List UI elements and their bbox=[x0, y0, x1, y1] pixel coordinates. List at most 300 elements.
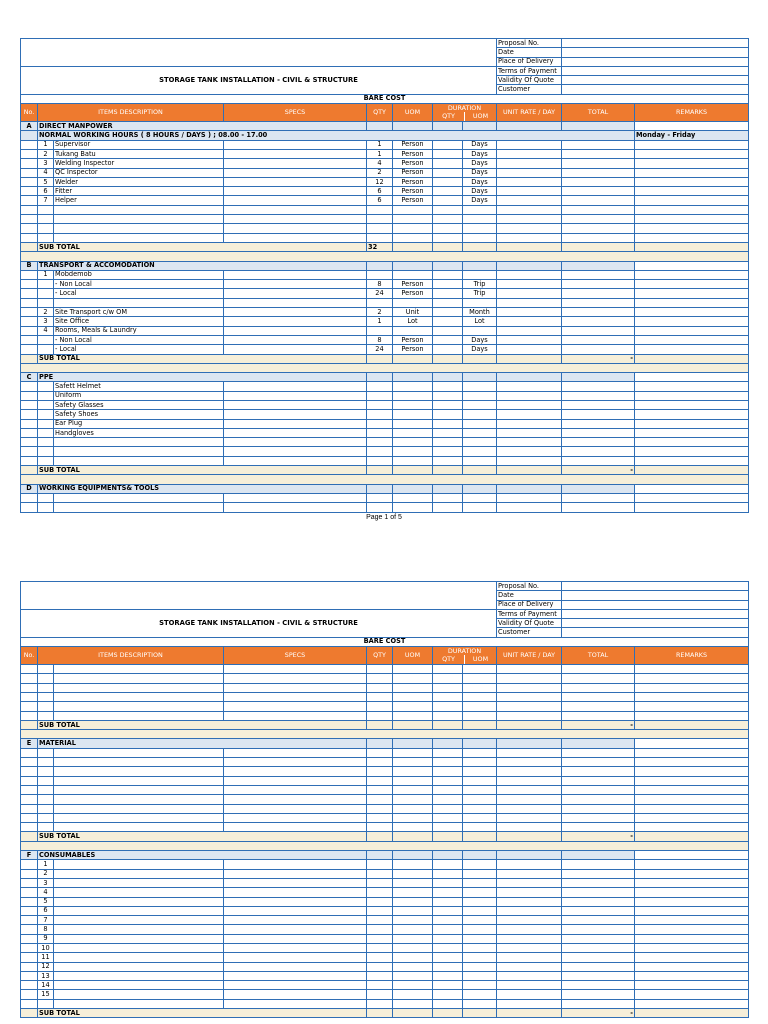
item-dur-uom[interactable] bbox=[463, 270, 497, 279]
remarks-cell[interactable] bbox=[635, 665, 749, 674]
desc-cell[interactable] bbox=[54, 456, 224, 465]
desc-cell[interactable] bbox=[54, 813, 224, 822]
unit-rate-cell[interactable] bbox=[497, 438, 562, 447]
dur-uom-cell[interactable] bbox=[463, 419, 497, 428]
remarks-cell[interactable] bbox=[635, 382, 749, 391]
remarks-cell[interactable] bbox=[635, 308, 749, 317]
qty-cell[interactable] bbox=[367, 860, 393, 869]
desc-cell[interactable] bbox=[54, 943, 224, 952]
dur-uom-cell[interactable] bbox=[463, 999, 497, 1008]
dur-qty-cell[interactable] bbox=[433, 503, 463, 512]
dur-qty-cell[interactable] bbox=[433, 674, 463, 683]
desc-cell[interactable] bbox=[54, 981, 224, 990]
dur-qty-cell[interactable] bbox=[433, 196, 463, 205]
uom-cell[interactable] bbox=[393, 971, 433, 980]
specs-cell[interactable] bbox=[224, 140, 367, 149]
dur-uom-cell[interactable] bbox=[463, 493, 497, 502]
dur-qty-cell[interactable] bbox=[433, 990, 463, 999]
uom-cell[interactable] bbox=[393, 692, 433, 701]
desc-cell[interactable] bbox=[54, 447, 224, 456]
uom-cell[interactable] bbox=[393, 888, 433, 897]
uom-cell[interactable] bbox=[393, 943, 433, 952]
remarks-cell[interactable] bbox=[635, 233, 749, 242]
remarks-cell[interactable] bbox=[635, 335, 749, 344]
specs-cell[interactable] bbox=[224, 813, 367, 822]
desc-cell[interactable] bbox=[54, 990, 224, 999]
unit-rate-cell[interactable] bbox=[497, 159, 562, 168]
remarks-cell[interactable] bbox=[635, 999, 749, 1008]
remarks-cell[interactable] bbox=[635, 888, 749, 897]
unit-rate-cell[interactable] bbox=[497, 795, 562, 804]
uom-cell[interactable] bbox=[393, 665, 433, 674]
remarks-cell[interactable] bbox=[635, 345, 749, 354]
unit-rate-cell[interactable] bbox=[497, 916, 562, 925]
dur-uom-cell[interactable] bbox=[463, 224, 497, 233]
dur-uom-cell[interactable] bbox=[463, 767, 497, 776]
unit-rate-cell[interactable] bbox=[497, 878, 562, 887]
specs-cell[interactable] bbox=[224, 410, 367, 419]
item-uom[interactable]: Person bbox=[393, 187, 433, 196]
qty-cell[interactable] bbox=[367, 711, 393, 720]
dur-qty-cell[interactable] bbox=[433, 981, 463, 990]
uom-cell[interactable] bbox=[393, 711, 433, 720]
item-desc[interactable]: - Local bbox=[54, 345, 224, 354]
info-value-payment[interactable] bbox=[562, 66, 749, 75]
uom-cell[interactable] bbox=[393, 456, 433, 465]
specs-cell[interactable] bbox=[224, 447, 367, 456]
specs-cell[interactable] bbox=[224, 177, 367, 186]
remarks-cell[interactable] bbox=[635, 317, 749, 326]
dur-uom-cell[interactable] bbox=[463, 447, 497, 456]
dur-uom-cell[interactable] bbox=[463, 943, 497, 952]
remarks-cell[interactable] bbox=[635, 187, 749, 196]
unit-rate-cell[interactable] bbox=[497, 345, 562, 354]
specs-cell[interactable] bbox=[224, 776, 367, 785]
dur-qty-cell[interactable] bbox=[433, 168, 463, 177]
specs-cell[interactable] bbox=[224, 159, 367, 168]
desc-cell[interactable] bbox=[54, 999, 224, 1008]
dur-uom-cell[interactable] bbox=[463, 410, 497, 419]
remarks-cell[interactable] bbox=[635, 289, 749, 298]
unit-rate-cell[interactable] bbox=[497, 270, 562, 279]
item-uom[interactable]: Person bbox=[393, 159, 433, 168]
uom-cell[interactable] bbox=[393, 748, 433, 757]
specs-cell[interactable] bbox=[224, 999, 367, 1008]
qty-cell[interactable] bbox=[367, 438, 393, 447]
dur-qty-cell[interactable] bbox=[433, 813, 463, 822]
dur-qty-cell[interactable] bbox=[433, 438, 463, 447]
unit-rate-cell[interactable] bbox=[497, 382, 562, 391]
uom-cell[interactable] bbox=[393, 683, 433, 692]
info-value-validity-2[interactable] bbox=[562, 619, 749, 628]
dur-uom-cell[interactable] bbox=[463, 962, 497, 971]
qty-cell[interactable] bbox=[367, 391, 393, 400]
specs-cell[interactable] bbox=[224, 503, 367, 512]
dur-uom-cell[interactable] bbox=[463, 391, 497, 400]
desc-cell[interactable] bbox=[54, 962, 224, 971]
desc-cell[interactable] bbox=[54, 804, 224, 813]
uom-cell[interactable] bbox=[393, 428, 433, 437]
dur-uom-cell[interactable] bbox=[463, 503, 497, 512]
specs-cell[interactable] bbox=[224, 187, 367, 196]
specs-cell[interactable] bbox=[224, 419, 367, 428]
dur-uom-cell[interactable] bbox=[463, 878, 497, 887]
remarks-cell[interactable] bbox=[635, 878, 749, 887]
dur-uom-cell[interactable] bbox=[463, 897, 497, 906]
specs-cell[interactable] bbox=[224, 438, 367, 447]
uom-cell[interactable] bbox=[393, 990, 433, 999]
qty-cell[interactable] bbox=[367, 785, 393, 794]
unit-rate-cell[interactable] bbox=[497, 953, 562, 962]
remarks-cell[interactable] bbox=[635, 748, 749, 757]
remarks-cell[interactable] bbox=[635, 298, 749, 307]
uom-cell[interactable] bbox=[393, 702, 433, 711]
desc-cell[interactable] bbox=[54, 758, 224, 767]
dur-qty-cell[interactable] bbox=[433, 224, 463, 233]
item-uom[interactable] bbox=[393, 270, 433, 279]
item-desc[interactable]: Welder bbox=[54, 177, 224, 186]
specs-cell[interactable] bbox=[224, 317, 367, 326]
dur-qty-cell[interactable] bbox=[433, 391, 463, 400]
qty-cell[interactable] bbox=[367, 943, 393, 952]
dur-qty-cell[interactable] bbox=[433, 335, 463, 344]
item-qty[interactable]: 1 bbox=[367, 140, 393, 149]
remarks-cell[interactable] bbox=[635, 419, 749, 428]
desc-cell[interactable] bbox=[54, 906, 224, 915]
remarks-cell[interactable] bbox=[635, 971, 749, 980]
uom-cell[interactable] bbox=[393, 767, 433, 776]
dur-uom-cell[interactable] bbox=[463, 438, 497, 447]
remarks-cell[interactable] bbox=[635, 785, 749, 794]
dur-uom-cell[interactable] bbox=[463, 233, 497, 242]
remarks-cell[interactable] bbox=[635, 270, 749, 279]
qty-cell[interactable] bbox=[367, 823, 393, 832]
unit-rate-cell[interactable] bbox=[497, 187, 562, 196]
specs-cell[interactable] bbox=[224, 785, 367, 794]
specs-cell[interactable] bbox=[224, 795, 367, 804]
dur-uom-cell[interactable] bbox=[463, 934, 497, 943]
dur-qty-cell[interactable] bbox=[433, 447, 463, 456]
item-qty[interactable] bbox=[367, 298, 393, 307]
specs-cell[interactable] bbox=[224, 860, 367, 869]
info-value-validity[interactable] bbox=[562, 76, 749, 85]
item-desc[interactable]: Tukang Batu bbox=[54, 149, 224, 158]
specs-cell[interactable] bbox=[224, 149, 367, 158]
unit-rate-cell[interactable] bbox=[497, 308, 562, 317]
unit-rate-cell[interactable] bbox=[497, 999, 562, 1008]
qty-cell[interactable] bbox=[367, 456, 393, 465]
dur-qty-cell[interactable] bbox=[433, 400, 463, 409]
specs-cell[interactable] bbox=[224, 916, 367, 925]
uom-cell[interactable] bbox=[393, 438, 433, 447]
unit-rate-cell[interactable] bbox=[497, 869, 562, 878]
item-uom[interactable]: Person bbox=[393, 140, 433, 149]
unit-rate-cell[interactable] bbox=[497, 934, 562, 943]
qty-cell[interactable] bbox=[367, 205, 393, 214]
dur-qty-cell[interactable] bbox=[433, 456, 463, 465]
dur-qty-cell[interactable] bbox=[433, 233, 463, 242]
desc-cell[interactable] bbox=[54, 711, 224, 720]
dur-qty-cell[interactable] bbox=[433, 140, 463, 149]
unit-rate-cell[interactable] bbox=[497, 215, 562, 224]
item-dur-uom[interactable]: Days bbox=[463, 335, 497, 344]
dur-uom-cell[interactable] bbox=[463, 953, 497, 962]
qty-cell[interactable] bbox=[367, 776, 393, 785]
dur-uom-cell[interactable] bbox=[463, 981, 497, 990]
unit-rate-cell[interactable] bbox=[497, 326, 562, 335]
qty-cell[interactable] bbox=[367, 683, 393, 692]
dur-qty-cell[interactable] bbox=[433, 665, 463, 674]
dur-uom-cell[interactable] bbox=[463, 925, 497, 934]
uom-cell[interactable] bbox=[393, 419, 433, 428]
item-dur-uom[interactable]: Days bbox=[463, 159, 497, 168]
remarks-cell[interactable] bbox=[635, 916, 749, 925]
item-desc[interactable]: Fitter bbox=[54, 187, 224, 196]
item-qty[interactable]: 8 bbox=[367, 335, 393, 344]
specs-cell[interactable] bbox=[224, 665, 367, 674]
specs-cell[interactable] bbox=[224, 953, 367, 962]
info-value-date-2[interactable] bbox=[562, 591, 749, 600]
specs-cell[interactable] bbox=[224, 215, 367, 224]
remarks-cell[interactable] bbox=[635, 702, 749, 711]
item-uom[interactable] bbox=[393, 326, 433, 335]
remarks-cell[interactable] bbox=[635, 326, 749, 335]
desc-cell[interactable] bbox=[54, 888, 224, 897]
qty-cell[interactable] bbox=[367, 888, 393, 897]
dur-qty-cell[interactable] bbox=[433, 280, 463, 289]
remarks-cell[interactable] bbox=[635, 990, 749, 999]
uom-cell[interactable] bbox=[393, 776, 433, 785]
desc-cell[interactable] bbox=[54, 438, 224, 447]
specs-cell[interactable] bbox=[224, 962, 367, 971]
specs-cell[interactable] bbox=[224, 270, 367, 279]
item-dur-uom[interactable]: Trip bbox=[463, 289, 497, 298]
remarks-cell[interactable] bbox=[635, 493, 749, 502]
dur-uom-cell[interactable] bbox=[463, 860, 497, 869]
dur-uom-cell[interactable] bbox=[463, 888, 497, 897]
dur-qty-cell[interactable] bbox=[433, 177, 463, 186]
dur-qty-cell[interactable] bbox=[433, 683, 463, 692]
desc-cell[interactable] bbox=[54, 493, 224, 502]
dur-qty-cell[interactable] bbox=[433, 953, 463, 962]
qty-cell[interactable] bbox=[367, 971, 393, 980]
dur-uom-cell[interactable] bbox=[463, 906, 497, 915]
remarks-cell[interactable] bbox=[635, 860, 749, 869]
dur-uom-cell[interactable] bbox=[463, 813, 497, 822]
unit-rate-cell[interactable] bbox=[497, 428, 562, 437]
specs-cell[interactable] bbox=[224, 280, 367, 289]
specs-cell[interactable] bbox=[224, 711, 367, 720]
item-uom[interactable]: Person bbox=[393, 345, 433, 354]
specs-cell[interactable] bbox=[224, 382, 367, 391]
dur-qty-cell[interactable] bbox=[433, 804, 463, 813]
qty-cell[interactable] bbox=[367, 382, 393, 391]
item-dur-uom[interactable]: Trip bbox=[463, 280, 497, 289]
info-value-proposal[interactable] bbox=[562, 39, 749, 48]
dur-qty-cell[interactable] bbox=[433, 298, 463, 307]
desc-cell[interactable] bbox=[54, 233, 224, 242]
remarks-cell[interactable] bbox=[635, 925, 749, 934]
unit-rate-cell[interactable] bbox=[497, 335, 562, 344]
unit-rate-cell[interactable] bbox=[497, 813, 562, 822]
item-desc[interactable]: Site Transport c/w OM bbox=[54, 308, 224, 317]
dur-qty-cell[interactable] bbox=[433, 897, 463, 906]
dur-qty-cell[interactable] bbox=[433, 382, 463, 391]
remarks-cell[interactable] bbox=[635, 897, 749, 906]
uom-cell[interactable] bbox=[393, 981, 433, 990]
item-dur-uom[interactable]: Days bbox=[463, 168, 497, 177]
remarks-cell[interactable] bbox=[635, 804, 749, 813]
specs-cell[interactable] bbox=[224, 493, 367, 502]
uom-cell[interactable] bbox=[393, 953, 433, 962]
uom-cell[interactable] bbox=[393, 962, 433, 971]
specs-cell[interactable] bbox=[224, 990, 367, 999]
qty-cell[interactable] bbox=[367, 804, 393, 813]
item-qty[interactable] bbox=[367, 270, 393, 279]
unit-rate-cell[interactable] bbox=[497, 906, 562, 915]
qty-cell[interactable] bbox=[367, 897, 393, 906]
dur-qty-cell[interactable] bbox=[433, 317, 463, 326]
item-uom[interactable]: Person bbox=[393, 335, 433, 344]
unit-rate-cell[interactable] bbox=[497, 317, 562, 326]
info-value-delivery[interactable] bbox=[562, 57, 749, 66]
uom-cell[interactable] bbox=[393, 925, 433, 934]
qty-cell[interactable] bbox=[367, 925, 393, 934]
specs-cell[interactable] bbox=[224, 906, 367, 915]
item-qty[interactable] bbox=[367, 326, 393, 335]
dur-qty-cell[interactable] bbox=[433, 906, 463, 915]
qty-cell[interactable] bbox=[367, 447, 393, 456]
remarks-cell[interactable] bbox=[635, 934, 749, 943]
dur-uom-cell[interactable] bbox=[463, 869, 497, 878]
remarks-cell[interactable] bbox=[635, 674, 749, 683]
dur-uom-cell[interactable] bbox=[463, 382, 497, 391]
qty-cell[interactable] bbox=[367, 795, 393, 804]
dur-qty-cell[interactable] bbox=[433, 419, 463, 428]
unit-rate-cell[interactable] bbox=[497, 419, 562, 428]
item-desc[interactable]: Safety Shoes bbox=[54, 410, 224, 419]
item-desc[interactable]: - Local bbox=[54, 289, 224, 298]
unit-rate-cell[interactable] bbox=[497, 925, 562, 934]
item-desc[interactable]: Welding Inspector bbox=[54, 159, 224, 168]
remarks-cell[interactable] bbox=[635, 981, 749, 990]
dur-qty-cell[interactable] bbox=[433, 888, 463, 897]
unit-rate-cell[interactable] bbox=[497, 400, 562, 409]
desc-cell[interactable] bbox=[54, 683, 224, 692]
item-uom[interactable]: Person bbox=[393, 280, 433, 289]
item-uom[interactable]: Person bbox=[393, 289, 433, 298]
info-value-customer[interactable] bbox=[562, 85, 749, 94]
specs-cell[interactable] bbox=[224, 758, 367, 767]
desc-cell[interactable] bbox=[54, 674, 224, 683]
remarks-cell[interactable] bbox=[635, 149, 749, 158]
dur-uom-cell[interactable] bbox=[463, 665, 497, 674]
remarks-cell[interactable] bbox=[635, 683, 749, 692]
desc-cell[interactable] bbox=[54, 665, 224, 674]
dur-uom-cell[interactable] bbox=[463, 748, 497, 757]
unit-rate-cell[interactable] bbox=[497, 776, 562, 785]
dur-uom-cell[interactable] bbox=[463, 971, 497, 980]
specs-cell[interactable] bbox=[224, 326, 367, 335]
qty-cell[interactable] bbox=[367, 428, 393, 437]
item-uom[interactable]: Lot bbox=[393, 317, 433, 326]
qty-cell[interactable] bbox=[367, 702, 393, 711]
info-value-delivery-2[interactable] bbox=[562, 600, 749, 609]
unit-rate-cell[interactable] bbox=[497, 785, 562, 794]
info-value-payment-2[interactable] bbox=[562, 609, 749, 618]
unit-rate-cell[interactable] bbox=[497, 493, 562, 502]
desc-cell[interactable] bbox=[54, 916, 224, 925]
remarks-cell[interactable] bbox=[635, 438, 749, 447]
unit-rate-cell[interactable] bbox=[497, 280, 562, 289]
desc-cell[interactable] bbox=[54, 785, 224, 794]
dur-qty-cell[interactable] bbox=[433, 860, 463, 869]
desc-cell[interactable] bbox=[54, 205, 224, 214]
dur-uom-cell[interactable] bbox=[463, 456, 497, 465]
item-desc[interactable]: Mobdemob bbox=[54, 270, 224, 279]
uom-cell[interactable] bbox=[393, 215, 433, 224]
unit-rate-cell[interactable] bbox=[497, 990, 562, 999]
remarks-cell[interactable] bbox=[635, 447, 749, 456]
item-dur-uom[interactable]: Days bbox=[463, 177, 497, 186]
uom-cell[interactable] bbox=[393, 869, 433, 878]
dur-uom-cell[interactable] bbox=[463, 711, 497, 720]
remarks-cell[interactable] bbox=[635, 953, 749, 962]
specs-cell[interactable] bbox=[224, 683, 367, 692]
uom-cell[interactable] bbox=[393, 205, 433, 214]
specs-cell[interactable] bbox=[224, 804, 367, 813]
uom-cell[interactable] bbox=[393, 823, 433, 832]
item-qty[interactable]: 24 bbox=[367, 345, 393, 354]
remarks-cell[interactable] bbox=[635, 400, 749, 409]
specs-cell[interactable] bbox=[224, 233, 367, 242]
desc-cell[interactable] bbox=[54, 971, 224, 980]
dur-uom-cell[interactable] bbox=[463, 702, 497, 711]
uom-cell[interactable] bbox=[393, 795, 433, 804]
item-desc[interactable]: Handgloves bbox=[54, 428, 224, 437]
unit-rate-cell[interactable] bbox=[497, 748, 562, 757]
remarks-cell[interactable] bbox=[635, 962, 749, 971]
desc-cell[interactable] bbox=[54, 748, 224, 757]
dur-qty-cell[interactable] bbox=[433, 971, 463, 980]
dur-qty-cell[interactable] bbox=[433, 758, 463, 767]
item-dur-uom[interactable]: Month bbox=[463, 308, 497, 317]
qty-cell[interactable] bbox=[367, 419, 393, 428]
unit-rate-cell[interactable] bbox=[497, 823, 562, 832]
specs-cell[interactable] bbox=[224, 224, 367, 233]
specs-cell[interactable] bbox=[224, 428, 367, 437]
qty-cell[interactable] bbox=[367, 981, 393, 990]
dur-qty-cell[interactable] bbox=[433, 345, 463, 354]
specs-cell[interactable] bbox=[224, 400, 367, 409]
item-qty[interactable]: 2 bbox=[367, 308, 393, 317]
item-desc[interactable]: - Non Local bbox=[54, 280, 224, 289]
info-value-date[interactable] bbox=[562, 48, 749, 57]
remarks-cell[interactable] bbox=[635, 869, 749, 878]
uom-cell[interactable] bbox=[393, 934, 433, 943]
uom-cell[interactable] bbox=[393, 785, 433, 794]
item-dur-uom[interactable]: Lot bbox=[463, 317, 497, 326]
dur-qty-cell[interactable] bbox=[433, 493, 463, 502]
dur-qty-cell[interactable] bbox=[433, 410, 463, 419]
uom-cell[interactable] bbox=[393, 493, 433, 502]
specs-cell[interactable] bbox=[224, 456, 367, 465]
unit-rate-cell[interactable] bbox=[497, 149, 562, 158]
remarks-cell[interactable] bbox=[635, 795, 749, 804]
item-desc[interactable]: Supervisor bbox=[54, 140, 224, 149]
item-qty[interactable]: 2 bbox=[367, 168, 393, 177]
remarks-cell[interactable] bbox=[635, 215, 749, 224]
